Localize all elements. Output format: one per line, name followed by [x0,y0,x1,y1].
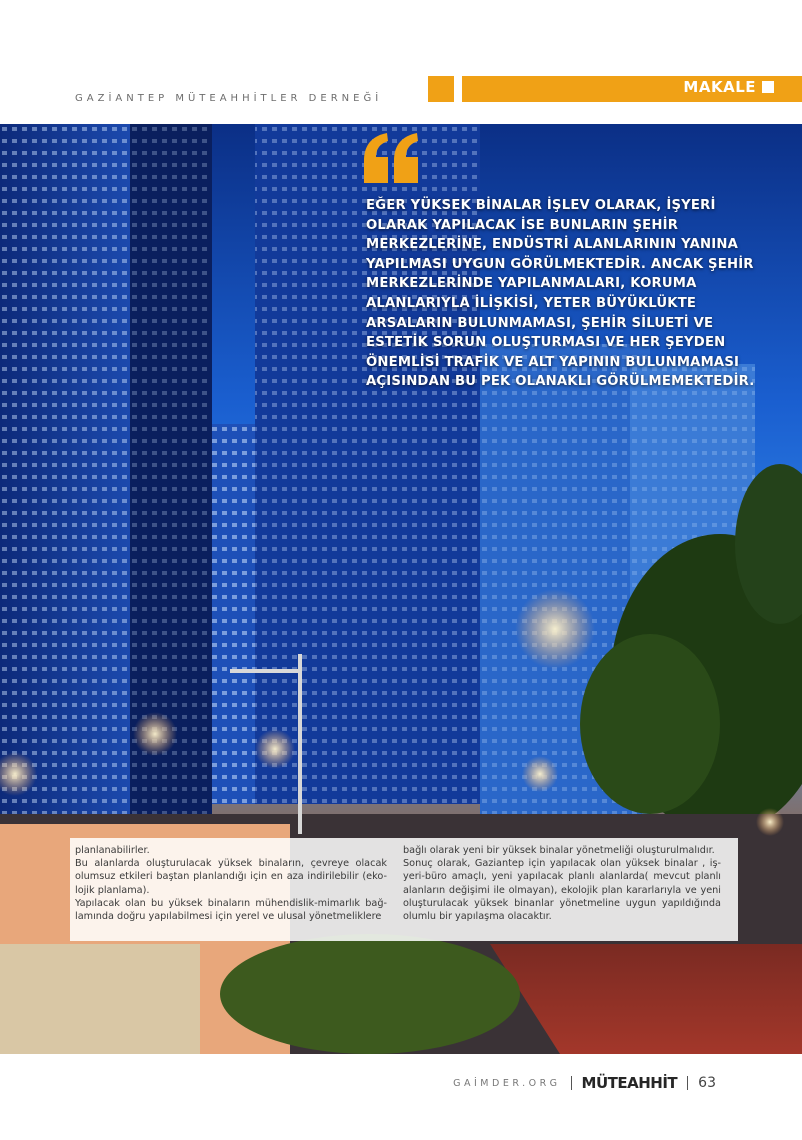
paragraph: planlanabilirler. [75,845,150,856]
section-label [683,78,774,96]
pull-quote: EĞER YÜKSEK BİNALAR İŞLEV OLARAK, İŞYERİ OLARAK YAPILACAK İSE BUNLARIN ŞEHİR MERKEZLERİNE, ENDÜSTRİ ALANLARININ YANINA YAPILMASI UYGUN GÖRÜLMEKTEDİR. ANCAK ŞEHİR MERKEZLERİNDE YAPILANMALARI, KORUMA ALANLARIYLA İLİŞKİSİ, YETER BÜYÜKLÜKTE ARSALARIN BULUNMAMASI, ŞEHİR SİLUETİ VE ESTETİK SORUN OLUŞTURMASI VE HER ŞEYDEN ÖNEMLİSİ TRAFİK VE ALT YAPININ BULUNMAMASI AÇISINDAN BU PEK OLANAKLI GÖRÜLMEMEKTEDİR. [366,198,755,390]
paragraph: Yapılacak olan bu yüksek binaların mühendislik-mimarlık bağ-lamında doğru yapılabilmesi için yerel ve ulusal yönetmeliklere [75,897,387,923]
quotation-mark-icon [362,133,420,185]
body-column-left [75,844,387,923]
square-icon [762,81,774,93]
footer-divider [687,1076,688,1090]
header-accent-square [428,76,454,102]
footer-website: GAİMDER.ORG [453,1077,561,1089]
section-label-text: MAKALE [683,78,756,96]
footer-divider [571,1076,572,1090]
body-column-right [403,844,721,923]
paragraph: bağlı olarak yeni bir yüksek binalar yönetmeliği oluşturulmalıdır. [403,845,715,856]
page-number: 63 [698,1075,716,1091]
organization-name: GAZİANTEP MÜTEAHHİTLER DERNEĞİ [75,93,383,104]
paragraph: Bu alanlarda oluşturulacak yüksek binaların, çevreye olacak olumsuz etkileri baştan planlandığı için en aza indirilebilir (eko-lojik planlama). [75,858,387,896]
page-footer [453,1074,716,1092]
magazine-logo: MÜTEAHHİT [581,1074,678,1092]
paragraph: Sonuç olarak, Gaziantep için yapılacak olan yüksek binalar , iş-yeri-büro amaçlı, yeni yapılacak planlı alanlarda( mevcut planlı alanların değişimi ile olmayan), ekolojik plan kararlarıyla ve yeni oluşturulacak yüksek binanlar yönetmeline uygun yapıldığında olumlu bir yapılaşma olacaktır. [403,858,721,923]
